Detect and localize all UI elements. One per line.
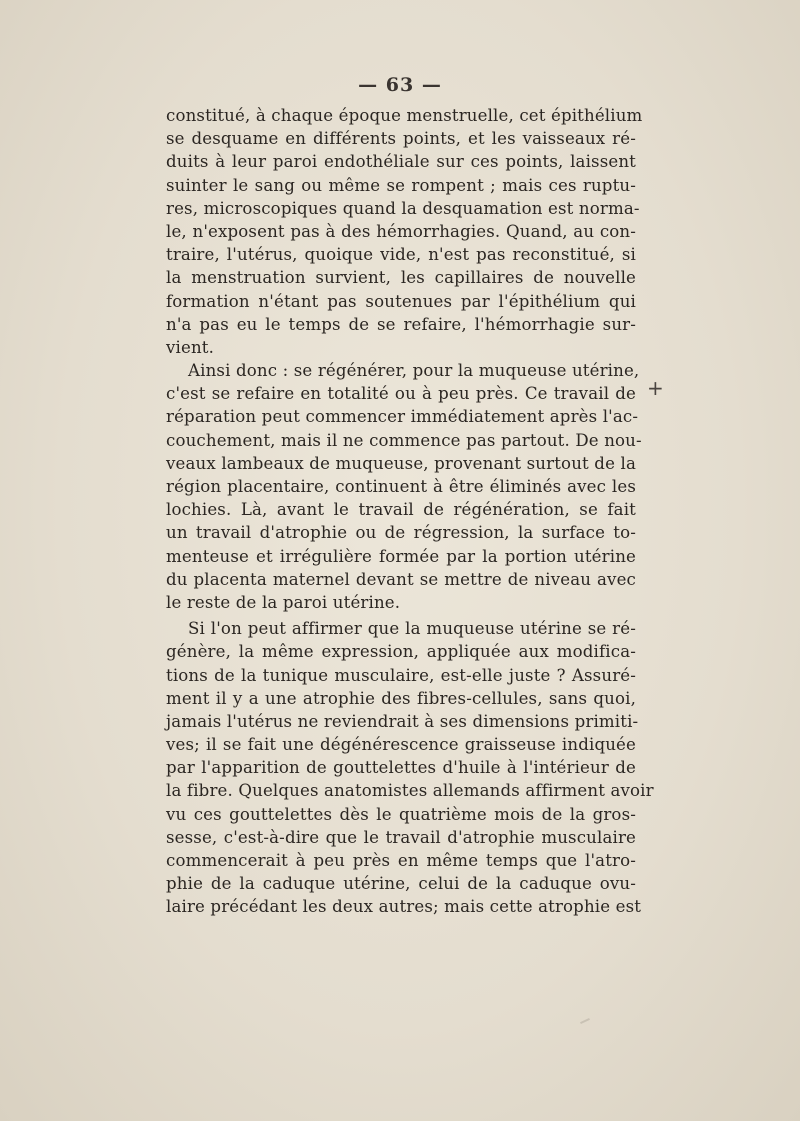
text-line: suinter le sang ou même se rompent ; mais ces ruptu- [166, 175, 636, 195]
text-line: le, n'exposent pas à des hémorrhagies. Quand, au con- [166, 221, 636, 241]
text-line: traire, l'utérus, quoique vide, n'est pas reconstitué, si [166, 245, 636, 265]
text-line: tions de la tunique musculaire, est-elle juste ? Assuré- [166, 665, 636, 685]
paragraph-end-line: le reste de la paroi utérine. [166, 592, 401, 612]
text-line: couchement, mais il ne commence pas partout. De nou- [166, 430, 642, 450]
text-line: menteuse et irrégulière formée par la portion utérine [166, 546, 636, 566]
text-line: jamais l'utérus ne reviendrait à ses dimensions primiti- [166, 711, 639, 731]
pencil-mark [580, 1018, 590, 1024]
text-line: commencerait à peu près en même temps que l'atro- [166, 851, 636, 870]
text-line: veaux lambeaux de muqueuse, provenant surtout de la [166, 453, 636, 473]
text-line: res, microscopiques quand la desquamation est norma- [166, 198, 640, 218]
text-line: réparation peut commencer immédiatement après l'ac- [166, 407, 639, 427]
paragraph-end-line: vient. [166, 337, 215, 357]
text-line: c'est se refaire en totalité ou à peu près. Ce travail de [166, 384, 636, 404]
text-line: la fibre. Quelques anatomistes allemands affirment avoir [166, 781, 654, 801]
text-line: sesse, c'est-à-dire que le travail d'atrophie musculaire [166, 827, 636, 847]
text-line: région placentaire, continuent à être éliminés avec les [166, 477, 636, 496]
text-line: génère, la même expression, appliquée aux modifica- [166, 642, 636, 662]
paragraph-start-line: Ainsi donc : se régénérer, pour la muqueuse utérine, [188, 361, 640, 381]
text-line: laire précédant les deux autres; mais cette atrophie est [166, 897, 642, 917]
text-line: formation n'étant pas soutenues par l'épithélium qui [166, 291, 636, 311]
text-line: la menstruation survient, les capillaires de nouvelle [166, 268, 636, 288]
text-line: duits à leur paroi endothéliale sur ces points, laissent [166, 152, 636, 172]
margin-annotation-mark: + [647, 376, 664, 400]
paragraph-start-line: Si l'on peut affirmer que la muqueuse utérine se ré- [188, 619, 636, 639]
text-line: un travail d'atrophie ou de régression, la surface to- [166, 523, 636, 543]
page-number: — 63 — [358, 74, 442, 96]
text-line: phie de la caduque utérine, celui de la caduque ovu- [166, 874, 636, 894]
text-line: constitué, à chaque époque menstruelle, cet épithélium [166, 106, 643, 125]
text-line: par l'apparition de gouttelettes d'huile à l'intérieur de [166, 758, 636, 778]
text-line: vu ces gouttelettes dès le quatrième mois de la gros- [166, 804, 636, 824]
body-text [166, 104, 654, 919]
text-line: ves; il se fait une dégénérescence graisseuse indiquée [166, 735, 636, 755]
text-line: n'a pas eu le temps de se refaire, l'hémorrhagie sur- [166, 314, 636, 334]
text-line: se desquame en différents points, et les vaisseaux ré- [166, 129, 636, 149]
text-line: lochies. Là, avant le travail de régénération, se fait [166, 500, 636, 520]
text-line: ment il y a une atrophie des fibres-cellules, sans quoi, [166, 688, 636, 708]
text-line: du placenta maternel devant se mettre de niveau avec [166, 569, 636, 589]
